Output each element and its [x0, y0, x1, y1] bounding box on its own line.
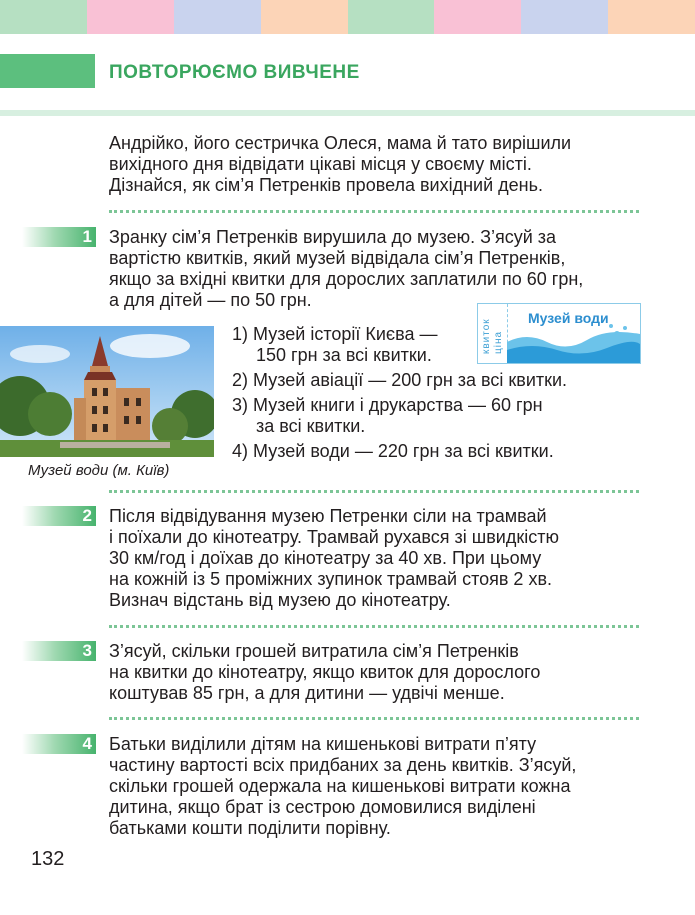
task-text-line: частину вартості всіх придбаних за день квитків. З’ясуй,: [109, 755, 577, 775]
task-text-line: і поїхали до кінотеатру. Трамвай рухався зі швидкістю: [109, 527, 559, 547]
task-number: 3: [82, 641, 92, 660]
task-number: 1: [82, 227, 92, 246]
task-text-line: на квитки до кінотеатру, якщо квиток для дорослого: [109, 662, 541, 682]
museum-photo: [0, 326, 214, 457]
intro-line: вихідного дня відвідати цікаві місця у своєму місті.: [109, 154, 532, 174]
task-text-line: а для дітей — по 50 грн.: [109, 290, 312, 310]
task-text-line: Батьки виділили дітям на кишенькові витрати п’яту: [109, 734, 537, 754]
ticket-side-label: квиток: [481, 318, 492, 354]
dotted-divider: [109, 490, 639, 493]
task-text-line: скільки грошей одержала на кишенькові витрати кожна: [109, 776, 571, 796]
header-accent-block: [0, 54, 95, 88]
task-number-badge: [22, 506, 96, 526]
task-text-line: дитина, якщо брат із сестрою домовилися виділені: [109, 797, 536, 817]
museum-ticket-image: [477, 303, 641, 364]
stripe: [0, 0, 87, 34]
dotted-divider: [109, 717, 639, 720]
answer-option-continued: за всі квитки.: [256, 416, 366, 436]
stripe: [434, 0, 521, 34]
answer-option: 4) Музей води — 220 грн за всі квитки.: [232, 441, 554, 461]
task-text-line: Визнач відстань від музею до кінотеатру.: [109, 590, 451, 610]
page-number: 132: [31, 848, 65, 870]
task-number: 4: [82, 734, 92, 753]
stripe: [348, 0, 435, 34]
dotted-divider: [109, 210, 639, 213]
ticket-title: Музей води: [528, 310, 609, 326]
task-text-line: вартістю квитків, який музей відвідала сім’я Петренків,: [109, 248, 566, 268]
task-text-line: на кожній із 5 проміжних зупинок трамвай стояв 2 хв.: [109, 569, 553, 589]
ticket-stub: [478, 304, 508, 363]
task-number-badge: [22, 227, 96, 247]
stripe: [87, 0, 174, 34]
task-number-badge: [22, 734, 96, 754]
answer-option: 2) Музей авіації — 200 грн за всі квитки.: [232, 370, 568, 390]
section-title: ПОВТОРЮЄМО ВИВЧЕНЕ: [109, 62, 360, 83]
stripe: [608, 0, 695, 34]
intro-line: Андрійко, його сестричка Олеся, мама й тато вирішили: [109, 133, 572, 153]
stripe: [261, 0, 348, 34]
task-text-line: якщо за вхідні квитки для дорослих заплатили по 60 грн,: [109, 269, 584, 289]
top-color-stripes: [0, 0, 695, 34]
header-divider: [0, 110, 695, 116]
task-number: 2: [82, 506, 92, 525]
task-text-line: Після відвідування музею Петренки сіли на трамвай: [109, 506, 547, 526]
answer-option-continued: 150 грн за всі квитки.: [256, 345, 432, 365]
ticket-side-label: ціна: [493, 330, 504, 354]
task-text-line: 30 км/год і доїхав до кінотеатру за 40 хв. При цьому: [109, 548, 542, 568]
answer-option: 1) Музей історії Києва —: [232, 324, 438, 344]
photo-caption: Музей води (м. Київ): [28, 462, 170, 479]
task-number-badge: [22, 641, 96, 661]
intro-line: Дізнайся, як сім’я Петренків провела вихідний день.: [109, 175, 543, 195]
dotted-divider: [109, 625, 639, 628]
task-text-line: батьками кошти поділити порівну.: [109, 818, 391, 838]
answer-option: 3) Музей книги і друкарства — 60 грн: [232, 395, 543, 415]
stripe: [521, 0, 608, 34]
task-text-line: Зранку сім’я Петренків вирушила до музею. З’ясуй за: [109, 227, 557, 247]
stripe: [174, 0, 261, 34]
task-text-line: коштував 85 грн, а для дитини — удвічі менше.: [109, 683, 505, 703]
task-text-line: З’ясуй, скільки грошей витратила сім’я Петренків: [109, 641, 519, 661]
